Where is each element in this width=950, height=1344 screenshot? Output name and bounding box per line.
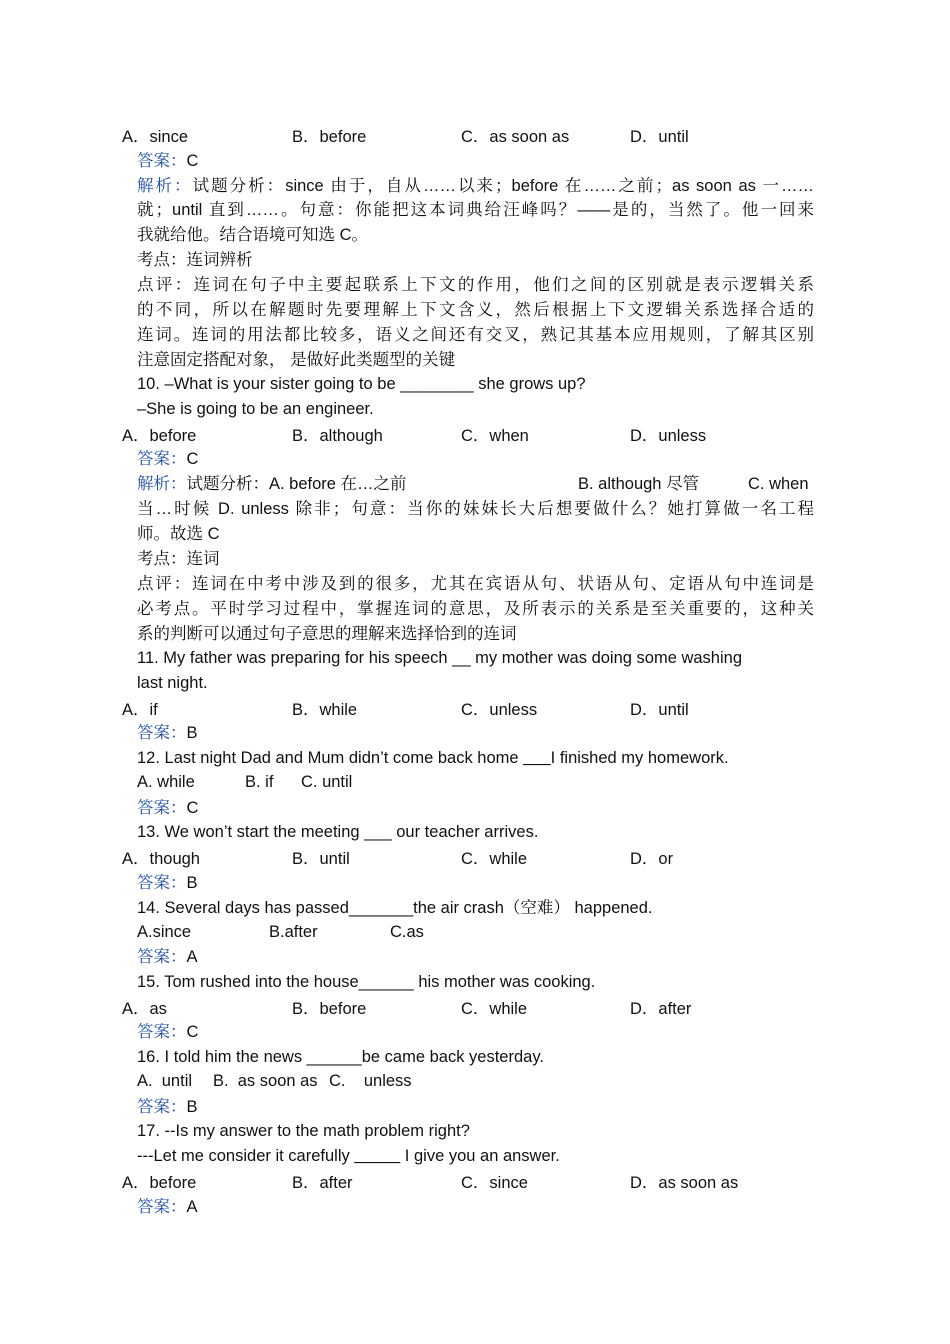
q14-option-a: A.since <box>137 923 192 941</box>
q9-dianping-line-2: 的不同，所以在解题时先要理解上下文含义，然后根据上下文逻辑关系选择合适的 <box>137 301 814 319</box>
q12-option-a: A. while <box>137 773 195 791</box>
q10-answer: 答案：C <box>137 450 199 468</box>
q10-analysis-line-2: 当…时候 D. unless 除非；句意：当你的妹妹长大后想要做什么？她打算做一名工程 <box>137 500 814 518</box>
q16-option-b: B. as soon as <box>213 1072 318 1090</box>
q14-options <box>137 920 837 944</box>
q13-option-a: A．though <box>122 850 200 868</box>
q15-answer: 答案：C <box>137 1023 199 1041</box>
q12-option-c: C. until <box>301 773 353 791</box>
q15-option-b: B．before <box>292 1000 367 1018</box>
q17-options <box>122 1171 842 1195</box>
q10-stem: 10. –What is your sister going to be ________ she grows up? <box>137 375 586 393</box>
q10-dianping-line-3: 系的判断可以通过句子意思的理解来选择恰到的连词 <box>137 625 517 643</box>
q10-dianping-line-2: 必考点。平时学习过程中，掌握连词的意思，及所表示的关系是至关重要的，这种关 <box>137 600 814 618</box>
q12-stem: 12. Last night Dad and Mum didn’t come back home ___I finished my homework. <box>137 749 729 767</box>
q9-dianping-line-1: 点评：连词在句子中主要起联系上下文的作用，他们之间的区别就是表示逻辑关系 <box>137 276 814 294</box>
q9-option-c: C．as soon as <box>461 128 570 146</box>
q15-stem: 15. Tom rushed into the house______ his mother was cooking. <box>137 973 596 991</box>
q10-stem-reply: –She is going to be an engineer. <box>137 400 374 418</box>
q16-options <box>137 1069 837 1093</box>
q10-analysis-when: C. when <box>748 475 809 493</box>
q16-stem: 16. I told him the news ______be came back yesterday. <box>137 1048 544 1066</box>
q17-option-c: C．since <box>461 1174 528 1192</box>
q17-option-a: A．before <box>122 1174 197 1192</box>
q16-answer: 答案：B <box>137 1098 198 1116</box>
q15-option-c: C．while <box>461 1000 528 1018</box>
q14-option-b: B.after <box>269 923 318 941</box>
q10-option-a: A．before <box>122 427 197 445</box>
q15-option-a: A．as <box>122 1000 167 1018</box>
q10-kaodian: 考点：连词 <box>137 550 220 568</box>
q9-dianping-line-3: 连词。连词的用法都比较多，语义之间还有交叉，熟记其基本应用规则，了解其区别 <box>137 326 814 344</box>
q11-option-a: A．if <box>122 701 158 719</box>
q10-analysis-line-1: 解析：试题分析：A. before 在…之前 <box>137 475 407 493</box>
q17-answer: 答案：A <box>137 1198 198 1216</box>
q16-option-a: A. until <box>137 1072 193 1090</box>
q9-option-a: A．since <box>122 128 189 146</box>
q11-option-b: B．while <box>292 701 358 719</box>
q11-answer: 答案：B <box>137 724 198 742</box>
q13-options <box>122 847 842 871</box>
q13-answer: 答案：B <box>137 874 198 892</box>
q9-kaodian: 考点：连词辨析 <box>137 251 253 269</box>
q11-stem-cont: last night. <box>137 674 208 692</box>
q11-options <box>122 698 842 722</box>
q9-dianping-line-4: 注意固定搭配对象， 是做好此类题型的关键 <box>137 351 456 369</box>
q9-option-d: D．until <box>630 128 689 146</box>
q9-answer: 答案：C <box>137 152 199 170</box>
q9-analysis-line-3: 我就给他。结合语境可知选 C。 <box>137 226 368 244</box>
q10-options <box>122 424 842 448</box>
q14-answer: 答案：A <box>137 948 198 966</box>
q10-option-b: B．although <box>292 427 383 445</box>
q16-option-c: C. unless <box>329 1072 412 1090</box>
q14-stem: 14. Several days has passed_______the air crash（空难） happened. <box>137 899 653 917</box>
q12-options <box>137 770 837 794</box>
q13-option-d: D．or <box>630 850 674 868</box>
q17-option-b: B．after <box>292 1174 353 1192</box>
q15-option-d: D．after <box>630 1000 692 1018</box>
q9-analysis-line-2: 就；until 直到……。句意：你能把这本词典给汪峰吗？——是的，当然了。他一回来 <box>137 201 814 219</box>
q10-analysis-line-3: 师。故选 C <box>137 525 220 543</box>
q17-stem-reply: ---Let me consider it carefully _____ I give you an answer. <box>137 1147 560 1165</box>
q13-stem: 13. We won’t start the meeting ___ our teacher arrives. <box>137 823 539 841</box>
q13-option-c: C．while <box>461 850 528 868</box>
q12-option-b: B. if <box>245 773 274 791</box>
q12-answer: 答案：C <box>137 799 199 817</box>
q9-option-b: B．before <box>292 128 367 146</box>
q9-analysis-line-1: 解析：试题分析：since 由于，自从……以来；before 在……之前；as soon as 一…… <box>137 177 815 195</box>
q11-option-c: C．unless <box>461 701 538 719</box>
q17-option-d: D．as soon as <box>630 1174 739 1192</box>
q11-option-d: D．until <box>630 701 689 719</box>
q10-analysis-although: B. although 尽管 <box>578 475 700 493</box>
q11-stem: 11. My father was preparing for his speech __ my mother was doing some washing <box>137 649 742 667</box>
q10-option-d: D．unless <box>630 427 707 445</box>
q15-options <box>122 997 842 1021</box>
q10-dianping-line-1: 点评：连词在中考中涉及到的很多，尤其在宾语从句、状语从句、定语从句中连词是 <box>137 575 814 593</box>
q17-stem: 17. --Is my answer to the math problem right? <box>137 1122 470 1140</box>
q9-options <box>122 125 842 149</box>
q13-option-b: B．until <box>292 850 350 868</box>
q14-option-c: C.as <box>390 923 424 941</box>
q10-option-c: C．when <box>461 427 529 445</box>
